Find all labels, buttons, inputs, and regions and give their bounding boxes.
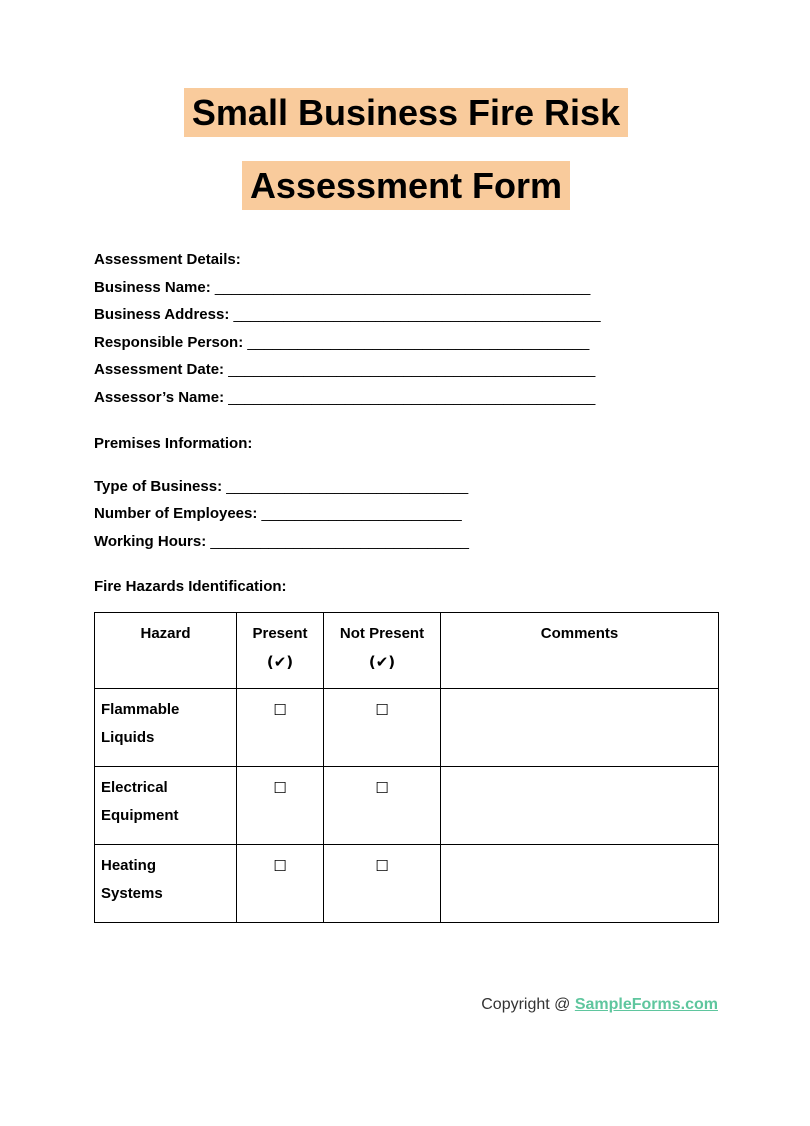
header-comments-label: Comments xyxy=(540,624,619,642)
sampleforms-link[interactable]: SampleForms.com xyxy=(574,995,718,1013)
title-line-1: Small Business Fire Risk xyxy=(184,88,628,137)
electrical-equipment-not-present-checkbox[interactable]: ☐ xyxy=(375,778,389,797)
header-not-present-checkmark: (✔) xyxy=(368,652,396,671)
type-of-business-blank: _____________________________ xyxy=(222,477,469,495)
fire-hazards-table xyxy=(94,612,719,923)
title-line-2: Assessment Form xyxy=(242,161,570,210)
premises-heading: Premises Information: xyxy=(94,435,253,452)
copyright-text: Copyright @ xyxy=(481,995,575,1013)
assessment-details-section xyxy=(94,246,718,411)
flammable-liquids-present-checkbox[interactable]: ☐ xyxy=(273,700,287,719)
assessment-date-blank: ____________________________________________ xyxy=(224,361,596,378)
type-of-business-label: Type of Business: xyxy=(94,477,223,495)
fire-hazards-heading: Fire Hazards Identification: xyxy=(94,578,287,595)
assessor-name-blank: ____________________________________________ xyxy=(224,388,596,406)
field-working-hours xyxy=(94,528,718,556)
heating-systems-present-checkbox[interactable]: ☐ xyxy=(273,856,287,875)
number-of-employees-blank: ________________________ xyxy=(257,505,462,522)
page-title xyxy=(94,88,718,210)
flammable-liquids-present-cell xyxy=(237,688,324,766)
electrical-equipment-present-cell xyxy=(237,766,324,844)
business-name-blank: _____________________________________________ xyxy=(210,278,591,296)
working-hours-blank: _______________________________ xyxy=(206,532,470,550)
electrical-equipment-comments-cell[interactable] xyxy=(441,766,719,844)
header-hazard xyxy=(95,612,237,688)
hazards-section-heading-wrap xyxy=(94,573,718,601)
responsible-person-blank: _________________________________________ xyxy=(243,333,590,351)
table-header-row xyxy=(95,612,719,688)
electrical-equipment-not-present-cell xyxy=(324,766,441,844)
working-hours-label: Working Hours: xyxy=(94,532,207,550)
footer xyxy=(94,996,718,1014)
assessor-name-label: Assessor’s Name: xyxy=(94,388,225,406)
heating-systems-comments-cell[interactable] xyxy=(441,844,719,922)
field-assessment-date xyxy=(94,356,718,384)
field-assessor-name xyxy=(94,384,718,412)
table-row xyxy=(95,844,719,922)
business-address-label: Business Address: xyxy=(94,306,230,323)
field-business-name xyxy=(94,274,718,302)
heating-systems-present-cell xyxy=(237,844,324,922)
table-row xyxy=(95,766,719,844)
business-name-label: Business Name: xyxy=(94,278,211,296)
field-responsible-person xyxy=(94,329,718,357)
hazard-name-line-1: Electrical xyxy=(101,778,168,796)
number-of-employees-label: Number of Employees: xyxy=(94,505,258,522)
hazard-name-line-1: Heating xyxy=(101,856,157,874)
hazard-name-line-1: Flammable xyxy=(101,700,180,718)
electrical-equipment-present-checkbox[interactable]: ☐ xyxy=(273,778,287,797)
heating-systems-not-present-cell xyxy=(324,844,441,922)
header-not-present xyxy=(324,612,441,688)
table-row xyxy=(95,688,719,766)
header-present-checkmark: (✔) xyxy=(266,652,294,671)
field-business-address xyxy=(94,301,718,329)
hazard-name-electrical-equipment xyxy=(95,766,237,844)
responsible-person-label: Responsible Person: xyxy=(94,333,244,351)
hazard-name-flammable-liquids xyxy=(95,688,237,766)
hazard-name-line-2: Equipment xyxy=(101,806,179,824)
field-type-of-business xyxy=(94,473,718,501)
hazard-name-heating-systems xyxy=(95,844,237,922)
header-present xyxy=(237,612,324,688)
assessment-details-heading: Assessment Details: xyxy=(94,251,241,268)
flammable-liquids-comments-cell[interactable] xyxy=(441,688,719,766)
field-number-of-employees xyxy=(94,500,718,528)
assessment-date-label: Assessment Date: xyxy=(94,361,225,378)
business-address-blank: ____________________________________________ xyxy=(229,306,601,323)
flammable-liquids-not-present-checkbox[interactable]: ☐ xyxy=(375,700,389,719)
hazard-name-line-2: Liquids xyxy=(101,728,155,746)
flammable-liquids-not-present-cell xyxy=(324,688,441,766)
premises-fields-section xyxy=(94,473,718,556)
heating-systems-not-present-checkbox[interactable]: ☐ xyxy=(375,856,389,875)
premises-section-heading-wrap xyxy=(94,430,718,458)
header-not-present-label: Not Present xyxy=(339,624,425,642)
header-present-label: Present xyxy=(252,624,308,642)
header-hazard-label: Hazard xyxy=(140,624,191,642)
document-page xyxy=(0,88,810,1014)
header-comments xyxy=(441,612,719,688)
hazard-name-line-2: Systems xyxy=(101,884,163,902)
